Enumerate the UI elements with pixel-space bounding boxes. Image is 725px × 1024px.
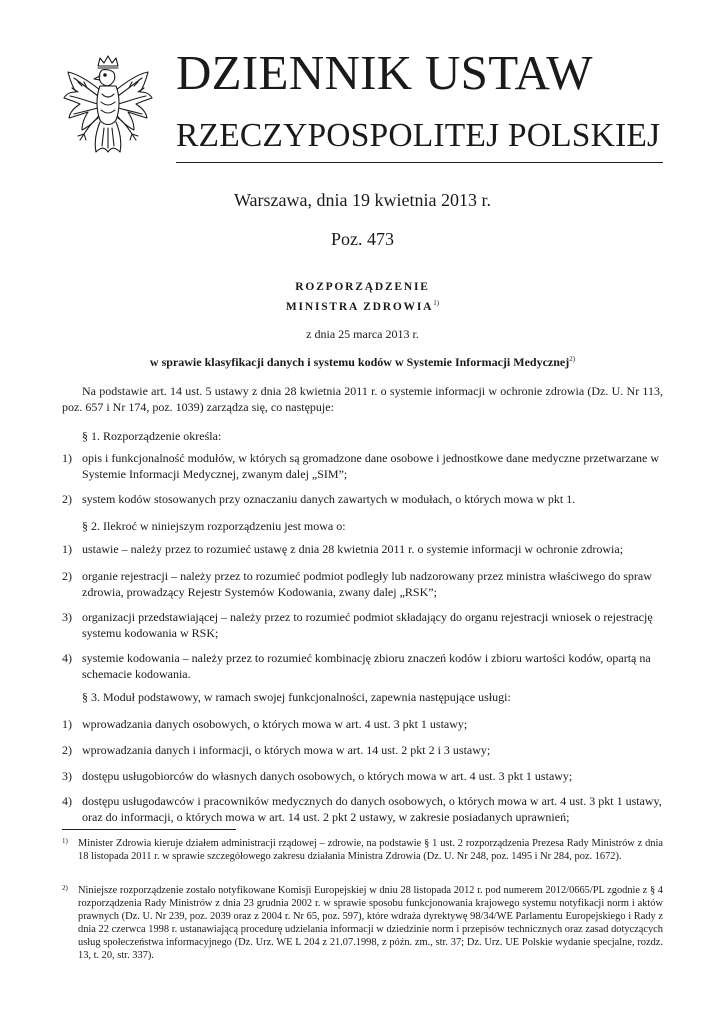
list-item <box>62 768 663 784</box>
section-3-heading: § 3. Moduł podstawowy, w ramach swojej funkcjonalności, zapewnia następujące usługi: <box>82 690 511 704</box>
footnote <box>62 884 663 962</box>
footnote-text: Minister Zdrowia kieruje działem administracji rządowej – zdrowie, na podstawie § 1 ust. 2 rozporządzenia Prezesa Rady Ministrów z dnia 18 listopada 2011 r. w sprawie szczegółowego zakresu działania Ministra Zdrowia (Dz. U. Nr 248, poz. 1495 i Nr 284, poz. 1672). <box>78 838 663 862</box>
gazette-title: DZIENNIK USTAW <box>176 45 593 100</box>
header-divider <box>176 162 663 163</box>
list-item <box>62 568 663 600</box>
footnote-text: Niniejsze rozporządzenie zostało notyfikowane Komisji Europejskiej w dniu 28 listopada 2012 r. pod numerem 2012/0665/PL zgodnie z § 4 rozporządzenia Rady Ministrów z dnia 23 grudnia 2002 r. w sprawie sposobu funkcjonowania krajowego systemu notyfikacji norm i aktów prawnych (Dz. U. Nr 239, poz. 2039 oraz z 2004 r. Nr 65, poz. 597), które wdraża dyrektywę 98/34/WE Parlamentu Europejskiego i Rady z dnia 22 czerwca 1998 r. ustanawiającą procedurę udzielania informacji w dziedzinie norm i przepisów technicznych oraz zasad dotyczących usług społeczeństwa informacyjnego (Dz. Urz. WE L 204 z 21.07.1998, z późn. zm., str. 37; Dz. Urz. UE Polskie wydanie specjalne, rozdz. 13, t. 20, str. 337). <box>78 885 663 961</box>
list-item-text: system kodów stosowanych przy oznaczaniu danych zawartych w modułach, o których mowa w pkt 1. <box>82 492 576 506</box>
list-item-text: systemie kodowania – należy przez to rozumieć kombinację zbioru znaczeń kodów i zbioru wartości kodów, opartą na schemacie kodowania. <box>82 651 651 681</box>
footnote-ref-2: 2) <box>569 355 576 363</box>
list-item-number: 4) <box>62 651 72 665</box>
list-item-number: 2) <box>62 743 72 757</box>
footnote-ref-1: 1) <box>433 299 440 307</box>
act-type: ROZPORZĄDZENIE <box>295 281 430 293</box>
list-item-number: 3) <box>62 769 72 783</box>
footnote-mark: 2) <box>62 884 68 892</box>
list-item-number: 1) <box>62 717 72 731</box>
list-item <box>62 609 663 641</box>
list-item <box>62 793 663 825</box>
list-item-number: 4) <box>62 794 72 808</box>
list-item-number: 1) <box>62 542 72 556</box>
section-1-heading: § 1. Rozporządzenie określa: <box>82 429 222 443</box>
preamble: Na podstawie art. 14 ust. 5 ustawy z dnia 28 kwietnia 2011 r. o systemie informacji w ochronie zdrowia (Dz. U. Nr 113, poz. 657 i Nr 174, poz. 1039) zarządza się, co następuje: <box>62 384 663 414</box>
list-item <box>62 450 663 482</box>
footnote <box>62 837 663 863</box>
list-item <box>62 541 663 557</box>
list-item <box>62 716 663 732</box>
list-item-text: opis i funkcjonalność modułów, w których są gromadzone dane osobowe i jednostkowe dane medyczne przetwarzane w Systemie Informacji Medycznej, zwanym dalej „SIM”; <box>82 451 660 481</box>
act-subject-text: w sprawie klasyfikacji danych i systemu kodów w Systemie Informacji Medycznej <box>149 355 570 369</box>
list-item-text: dostępu usługobiorców do własnych danych osobowych, o których mowa w art. 4 ust. 3 pkt 1 ustawy; <box>82 769 573 783</box>
act-issuer <box>0 299 725 313</box>
act-date: z dnia 25 marca 2013 r. <box>306 327 419 341</box>
act-subject <box>0 355 725 370</box>
list-item-number: 2) <box>62 492 72 506</box>
list-item-text: wprowadzania danych i informacji, o których mowa w art. 14 ust. 2 pkt 2 i 3 ustawy; <box>82 743 491 757</box>
act-issuer-text: MINISTRA ZDROWIA <box>285 301 434 313</box>
list-item-text: dostępu usługodawców i pracowników medycznych do danych osobowych, o których mowa w art. 4 ust. 3 pkt 1 ustawy, oraz do informacji, o których mowa w art. 14 ust. 2 pkt 2 ustawy, w zakresie posiadanych uprawnień; <box>82 794 662 824</box>
position-number: Poz. 473 <box>331 229 394 249</box>
list-item-text: ustawie – należy przez to rozumieć ustawę z dnia 28 kwietnia 2011 r. o systemie informacji w ochronie zdrowia; <box>82 542 624 556</box>
footnote-mark: 1) <box>62 837 68 845</box>
eagle-emblem-icon <box>60 52 156 164</box>
list-item-text: wprowadzania danych osobowych, o których mowa w art. 4 ust. 3 pkt 1 ustawy; <box>82 717 468 731</box>
gazette-subtitle: RZECZYPOSPOLITEJ POLSKIEJ <box>176 117 661 154</box>
list-item <box>62 491 663 507</box>
list-item-number: 2) <box>62 569 72 583</box>
publication-date: Warszawa, dnia 19 kwietnia 2013 r. <box>234 190 491 210</box>
footnote-divider <box>62 829 236 830</box>
list-item-text: organizacji przedstawiającej – należy przez to rozumieć podmiot składający do organu rejestracji wniosek o rejestrację systemu kodowania w RSK; <box>82 610 653 640</box>
section-2-heading: § 2. Ilekroć w niniejszym rozporządzeniu jest mowa o: <box>82 519 346 533</box>
list-item-number: 3) <box>62 610 72 624</box>
list-item-text: organie rejestracji – należy przez to rozumieć podmiot podległy lub nadzorowany przez ministra właściwego do spraw zdrowia, prowadzący Rejestr Systemów Kodowania, zwany dalej „RSK”; <box>82 569 652 599</box>
list-item <box>62 650 663 682</box>
list-item <box>62 742 663 758</box>
list-item-number: 1) <box>62 451 72 465</box>
